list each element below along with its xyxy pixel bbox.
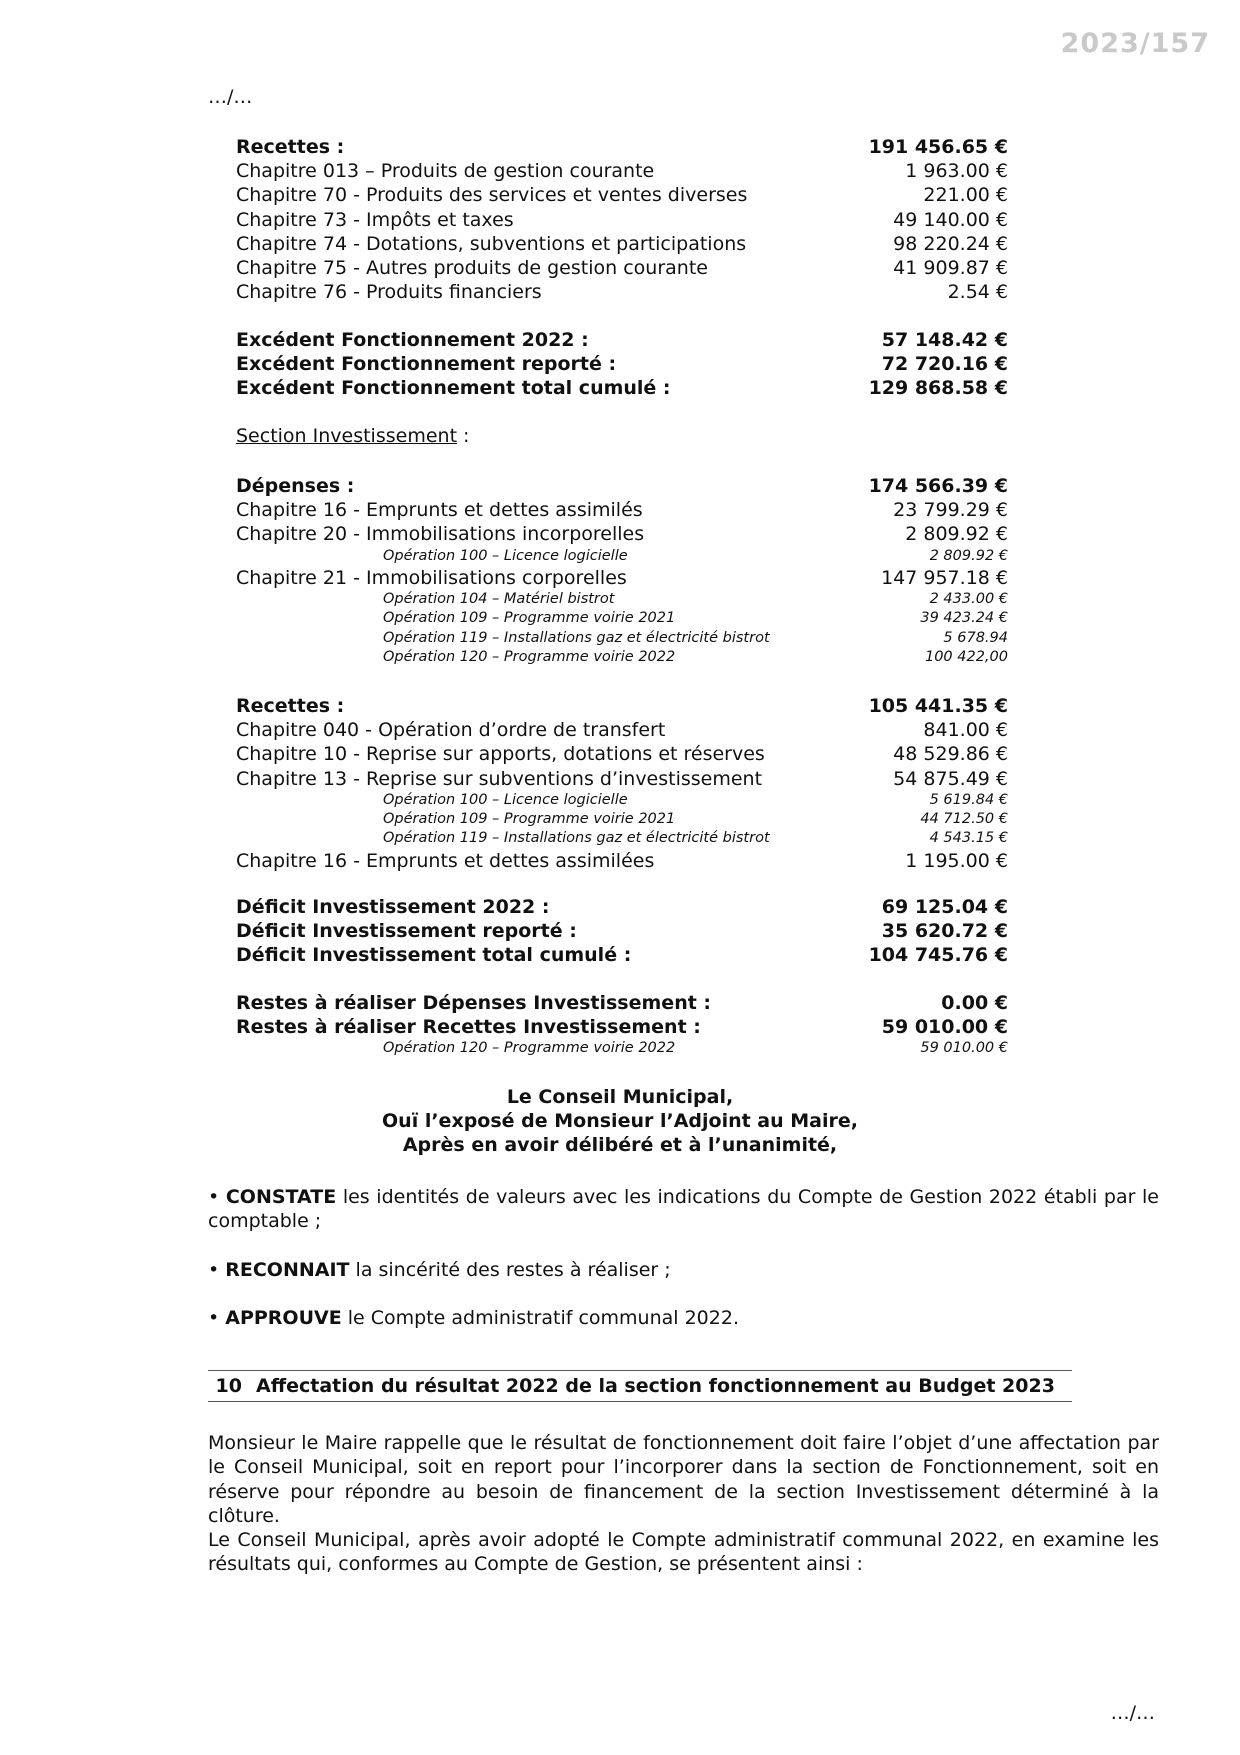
section-number: 10 xyxy=(215,1375,242,1397)
row-label: Restes à réaliser Recettes Investissement : xyxy=(236,1016,701,1039)
fonctionnement-recettes-table xyxy=(236,135,1008,304)
row-label: Chapitre 16 - Emprunts et dettes assimilées xyxy=(236,849,655,872)
row-label: Opération 119 – Installations gaz et électricité bistrot xyxy=(383,830,770,847)
row-label: Opération 104 – Matériel bistrot xyxy=(383,591,615,608)
budget-row xyxy=(236,694,1008,718)
row-amount: 1 963.00 € xyxy=(905,160,1008,183)
row-amount: 5 619.84 € xyxy=(929,791,1008,808)
row-label: Recettes : xyxy=(236,136,345,158)
row-amount: 59 010.00 € xyxy=(881,1016,1008,1039)
row-amount: 1 195.00 € xyxy=(905,849,1008,872)
section-investissement-suffix: : xyxy=(457,425,470,447)
row-amount: 23 799.29 € xyxy=(893,499,1008,522)
row-amount: 2.54 € xyxy=(947,281,1008,304)
row-amount: 2 433.00 € xyxy=(929,591,1008,608)
council-line-2: Ouï l’exposé de Monsieur l’Adjoint au Maire, xyxy=(382,1110,858,1132)
row-label: Chapitre 75 - Autres produits de gestion courante xyxy=(236,256,708,279)
row-label: Restes à réaliser Dépenses Investissement : xyxy=(236,992,712,1014)
row-amount: 41 909.87 € xyxy=(893,256,1008,279)
operation-row xyxy=(236,829,1008,848)
budget-row xyxy=(236,208,1008,232)
row-label: Opération 100 – Licence logicielle xyxy=(383,547,628,564)
row-label: Excédent Fonctionnement reporté : xyxy=(236,353,617,376)
row-label: Excédent Fonctionnement total cumulé : xyxy=(236,377,671,400)
row-amount: 841.00 € xyxy=(923,719,1008,742)
decision-constate xyxy=(208,1185,1159,1234)
decision-approuve xyxy=(208,1306,1159,1330)
operation-row xyxy=(236,1039,1008,1058)
row-label: Chapitre 76 - Produits financiers xyxy=(236,281,542,304)
budget-row xyxy=(236,256,1008,280)
row-amount: 98 220.24 € xyxy=(893,232,1008,255)
paragraph-affectation: Monsieur le Maire rappelle que le résultat de fonctionnement doit faire l’objet d’une affectation par le Conseil Municipal, soit en report pour l’incorporer dans la section de Fonctionnement, soit en réserve pour répondre au besoin de financement de la section Investissement déterminé à la clôture. xyxy=(208,1432,1159,1527)
operation-row xyxy=(236,810,1008,829)
row-amount: 59 010.00 € xyxy=(920,1040,1008,1057)
budget-row xyxy=(236,498,1008,522)
excedent-table xyxy=(236,328,1008,401)
operation-row xyxy=(236,609,1008,628)
budget-row xyxy=(236,352,1008,376)
row-label: Chapitre 16 - Emprunts et dettes assimilés xyxy=(236,499,643,522)
row-amount: 105 441.35 € xyxy=(868,695,1008,717)
budget-row xyxy=(236,280,1008,304)
row-label: Opération 109 – Programme voirie 2021 xyxy=(383,610,676,627)
bullet: • xyxy=(208,1307,226,1329)
section-divider-bottom xyxy=(208,1401,1072,1402)
row-amount: 100 422,00 xyxy=(924,648,1008,665)
row-amount: 0.00 € xyxy=(941,992,1008,1014)
operation-row xyxy=(236,791,1008,810)
row-label: Chapitre 20 - Immobilisations incorporelles xyxy=(236,523,645,546)
row-label: Chapitre 73 - Impôts et taxes xyxy=(236,208,514,231)
row-label: Chapitre 21 - Immobilisations corporelles xyxy=(236,566,627,589)
row-label: Chapitre 040 - Opération d’ordre de transfert xyxy=(236,719,666,742)
decision-text: les identités de valeurs avec les indications du Compte de Gestion 2022 établi par le comptable ; xyxy=(208,1186,1159,1233)
row-amount: 48 529.86 € xyxy=(893,743,1008,766)
row-label: Chapitre 74 - Dotations, subventions et participations xyxy=(236,232,747,255)
budget-row xyxy=(236,522,1008,546)
decision-text: le Compte administratif communal 2022. xyxy=(341,1307,739,1329)
continued-marker-bottom: …/… xyxy=(1110,1702,1155,1724)
row-amount: 174 566.39 € xyxy=(868,475,1008,497)
restes-table xyxy=(236,991,1008,1059)
row-label: Recettes : xyxy=(236,695,345,717)
row-label: Dépenses : xyxy=(236,475,355,497)
row-label: Déficit Investissement reporté : xyxy=(236,920,577,943)
section-investissement-title: Section Investissement xyxy=(236,425,458,447)
row-amount: 39 423.24 € xyxy=(920,610,1008,627)
row-label: Déficit Investissement 2022 : xyxy=(236,896,550,918)
row-amount: 57 148.42 € xyxy=(881,329,1008,351)
row-amount: 221.00 € xyxy=(923,184,1008,207)
row-label: Chapitre 70 - Produits des services et ventes diverses xyxy=(236,184,748,207)
council-line-1: Le Conseil Municipal, xyxy=(506,1086,734,1108)
budget-row xyxy=(236,376,1008,400)
budget-row xyxy=(236,159,1008,183)
row-label: Opération 100 – Licence logicielle xyxy=(383,791,628,808)
paragraph-resultats: Le Conseil Municipal, après avoir adopté le Compte administratif communal 2022, en examine les résultats qui, conformes au Compte de Gestion, se présentent ainsi : xyxy=(208,1529,1159,1576)
bullet: • xyxy=(208,1259,226,1281)
budget-row xyxy=(236,919,1008,943)
decision-verb: CONSTATE xyxy=(225,1186,337,1208)
row-amount: 35 620.72 € xyxy=(881,920,1008,943)
operation-row xyxy=(236,648,1008,667)
section-investissement-heading xyxy=(236,425,469,447)
budget-row xyxy=(236,328,1008,352)
budget-row xyxy=(236,135,1008,159)
budget-row xyxy=(236,991,1008,1015)
row-amount: 4 543.15 € xyxy=(929,830,1008,847)
budget-row xyxy=(236,718,1008,742)
decision-text: la sincérité des restes à réaliser ; xyxy=(349,1259,671,1281)
budget-row xyxy=(236,943,1008,967)
row-amount: 44 712.50 € xyxy=(920,811,1008,828)
investissement-depenses-table xyxy=(236,474,1008,667)
budget-row xyxy=(236,849,1008,873)
page-reference: 2023/157 xyxy=(1060,28,1210,59)
section-title: Affectation du résultat 2022 de la section fonctionnement au Budget 2023 xyxy=(256,1375,1055,1397)
budget-row xyxy=(236,1015,1008,1039)
budget-row xyxy=(236,895,1008,919)
section-divider-top xyxy=(208,1370,1072,1371)
budget-row xyxy=(236,742,1008,766)
row-label: Excédent Fonctionnement 2022 : xyxy=(236,329,589,351)
row-amount: 129 868.58 € xyxy=(868,377,1008,400)
row-label: Opération 109 – Programme voirie 2021 xyxy=(383,811,676,828)
budget-row xyxy=(236,183,1008,207)
row-amount: 54 875.49 € xyxy=(893,767,1008,790)
decision-verb: RECONNAIT xyxy=(225,1259,350,1281)
row-label: Déficit Investissement total cumulé : xyxy=(236,944,632,967)
row-label: Chapitre 10 - Reprise sur apports, dotations et réserves xyxy=(236,743,765,766)
council-line-3: Après en avoir délibéré et à l’unanimité, xyxy=(402,1134,838,1156)
row-label: Chapitre 13 - Reprise sur subventions d’investissement xyxy=(236,767,763,790)
investissement-recettes-table xyxy=(236,694,1008,873)
operation-row xyxy=(236,590,1008,609)
decision-verb: APPROUVE xyxy=(225,1307,342,1329)
budget-row xyxy=(236,566,1008,590)
section-10-heading xyxy=(208,1374,1072,1398)
row-label: Opération 119 – Installations gaz et électricité bistrot xyxy=(383,629,770,646)
budget-row xyxy=(236,474,1008,498)
decision-reconnait xyxy=(208,1258,1159,1282)
row-amount: 2 809.92 € xyxy=(929,547,1008,564)
row-amount: 72 720.16 € xyxy=(881,353,1008,376)
row-amount: 5 678.94 xyxy=(943,629,1008,646)
row-amount: 2 809.92 € xyxy=(905,523,1008,546)
continued-marker-top: …/… xyxy=(208,86,253,108)
budget-row xyxy=(236,232,1008,256)
row-amount: 104 745.76 € xyxy=(868,944,1008,967)
budget-row xyxy=(236,767,1008,791)
bullet: • xyxy=(208,1186,226,1208)
row-amount: 49 140.00 € xyxy=(893,208,1008,231)
row-label: Opération 120 – Programme voirie 2022 xyxy=(383,648,676,665)
row-amount: 191 456.65 € xyxy=(868,136,1008,158)
row-amount: 69 125.04 € xyxy=(881,896,1008,918)
operation-row xyxy=(236,629,1008,648)
operation-row xyxy=(236,547,1008,566)
row-label: Chapitre 013 – Produits de gestion courante xyxy=(236,160,655,183)
row-amount: 147 957.18 € xyxy=(881,566,1008,589)
row-label: Opération 120 – Programme voirie 2022 xyxy=(383,1040,676,1057)
deficit-table xyxy=(236,895,1008,968)
